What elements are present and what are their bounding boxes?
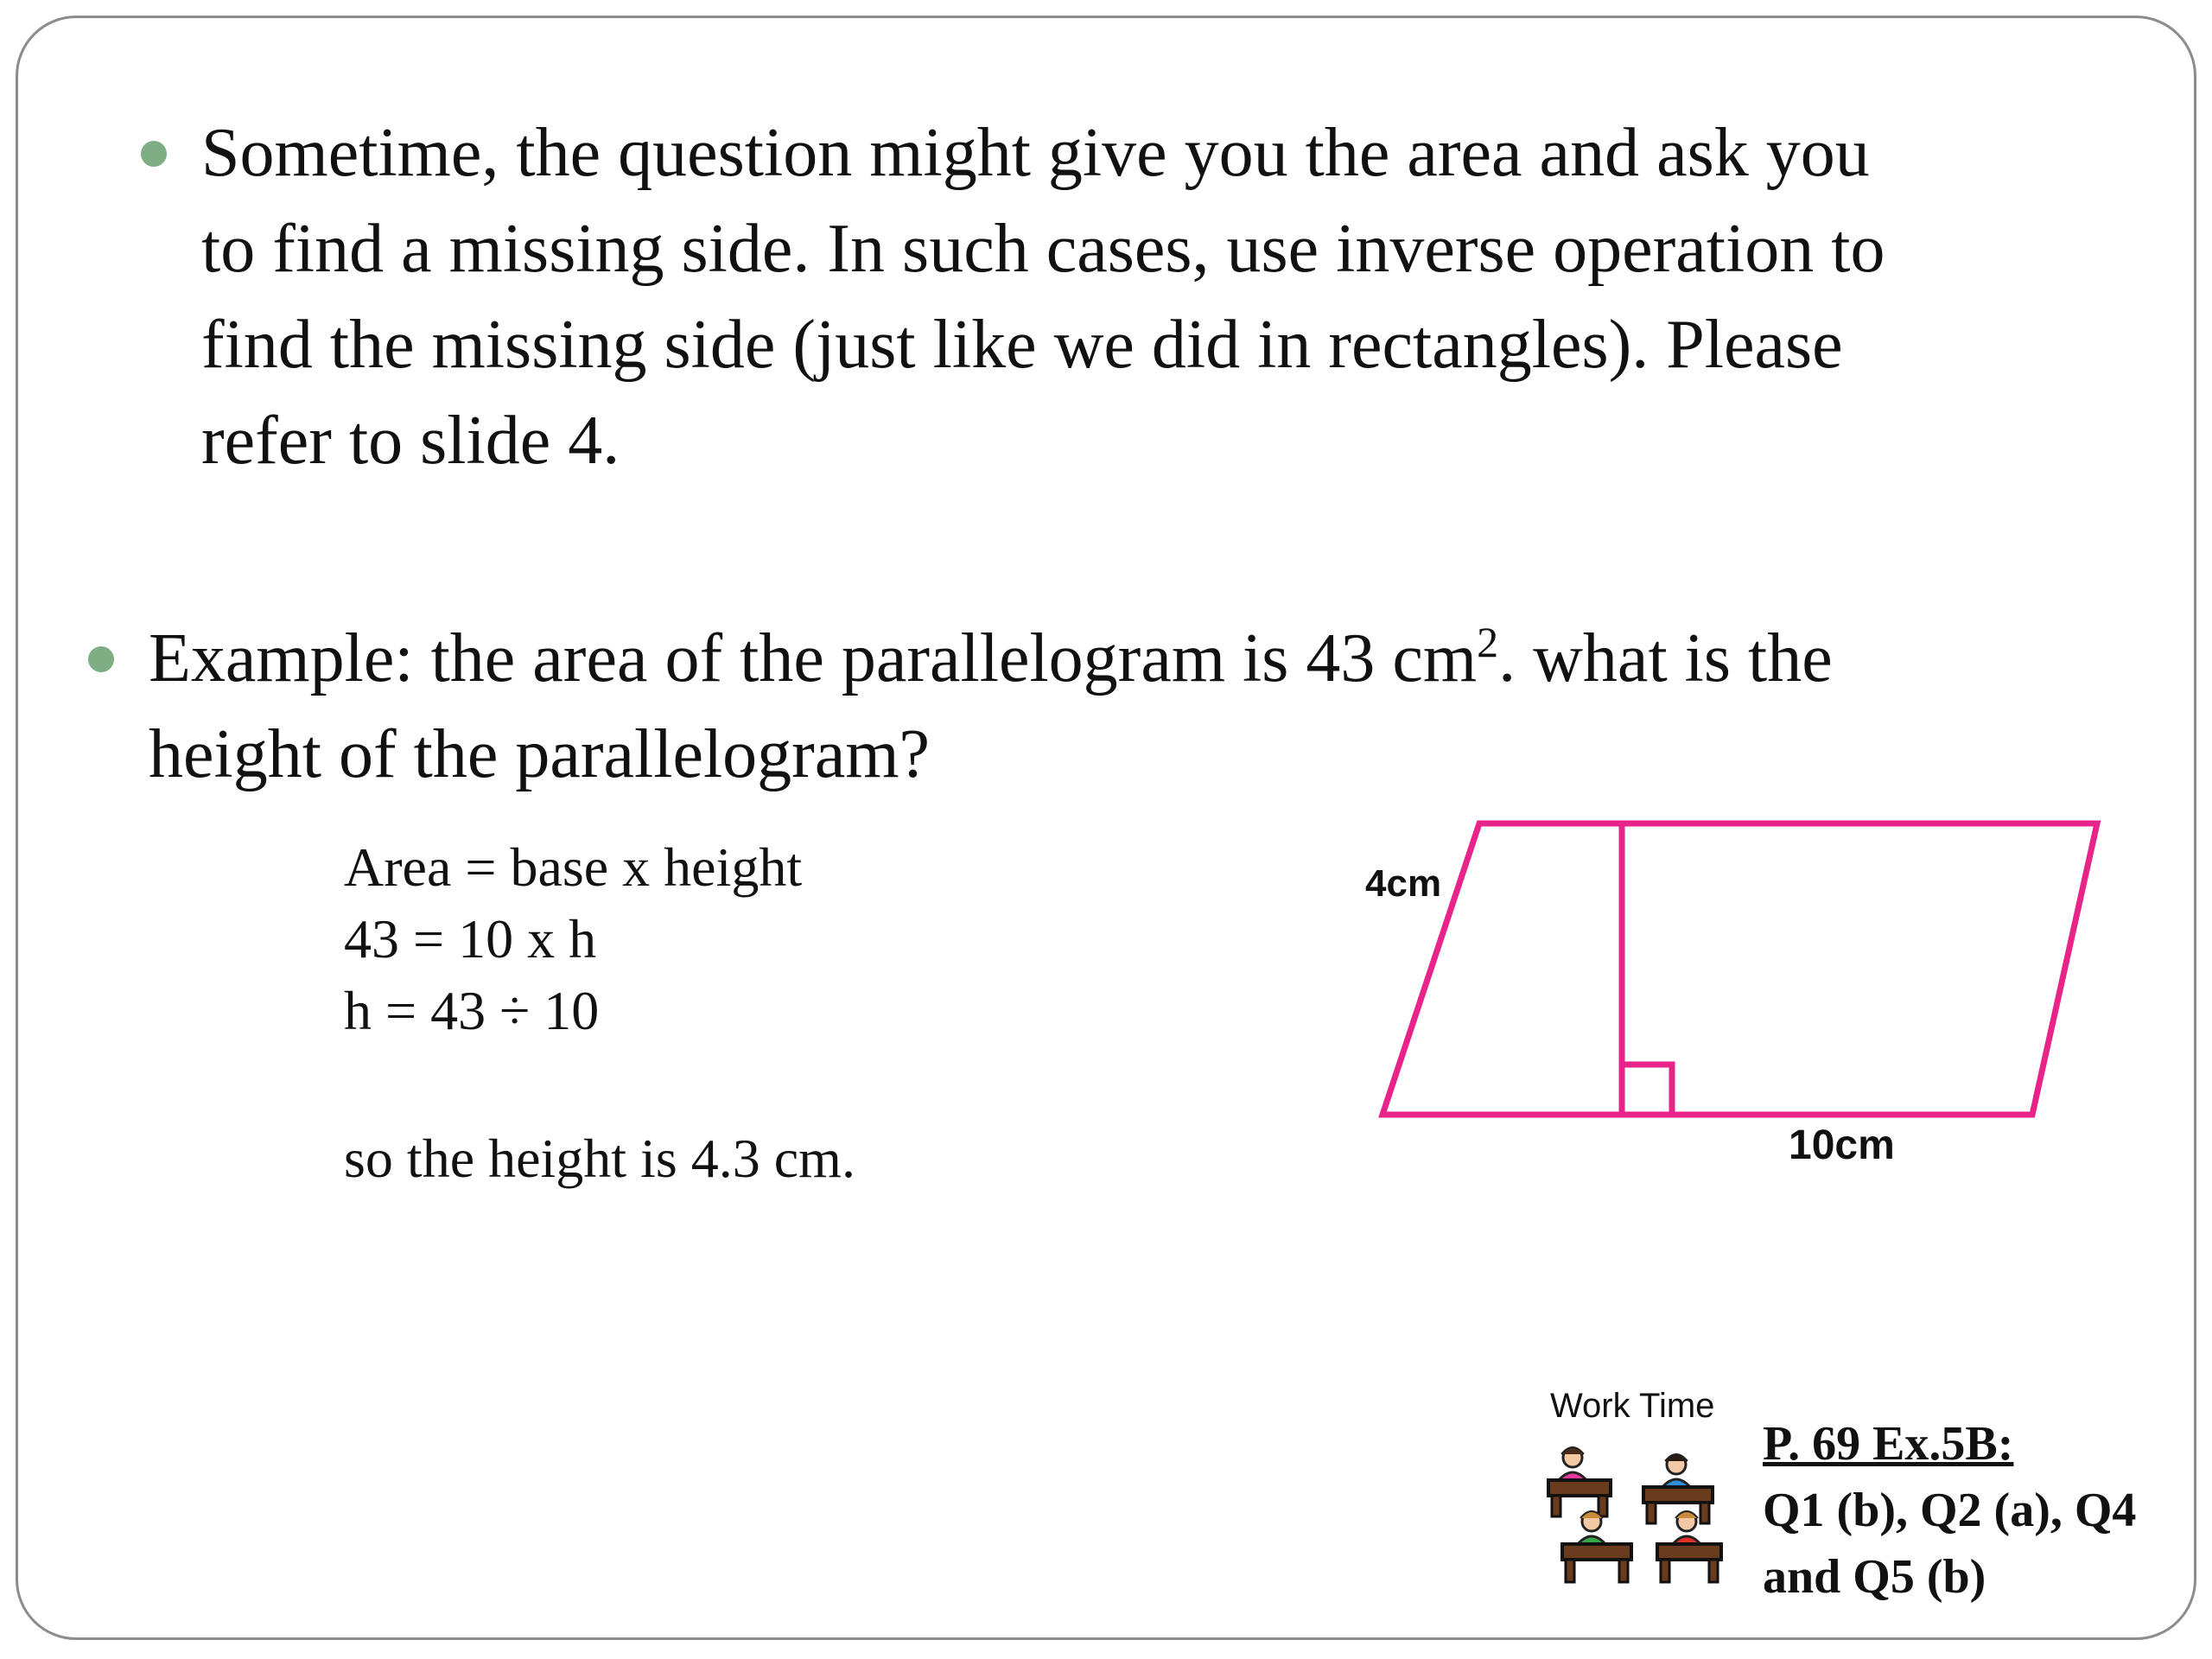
example-text: Example: the area of the parallelogram is 43 cm <box>149 620 1478 696</box>
right-angle-marker <box>1622 1065 1672 1115</box>
side-label: 4cm <box>1365 862 1442 905</box>
questions-line-2: and Q5 (b) <box>1763 1550 1986 1604</box>
inverse-operation-line: h = 43 ÷ 10 <box>344 980 600 1041</box>
student-desk-3 <box>1562 1511 1631 1582</box>
formula-line: Area = base x height <box>344 836 803 898</box>
bullet-1-line-1: Sometime, the question might give you the area and ask you <box>201 115 1870 191</box>
parallelogram-diagram <box>1357 804 2117 1201</box>
squared-exponent: 2 <box>1477 618 1499 666</box>
bullet-1-line-4: refer to slide 4. <box>201 403 620 479</box>
bullet-dot-1 <box>141 141 167 167</box>
base-label: 10cm <box>1789 1122 1895 1168</box>
student-desk-1 <box>1548 1447 1611 1516</box>
homework-assignment <box>1763 1411 2136 1611</box>
work-time-badge <box>1538 1387 1728 1620</box>
bullet-2-line-1 <box>149 611 1963 707</box>
bullet-1-line-3: find the missing side (just like we did in rectangles). Please <box>201 307 1843 383</box>
worked-solution <box>344 831 855 1194</box>
bullet-paragraph-2 <box>149 611 1963 803</box>
example-text-tail: . what is the <box>1498 620 1833 696</box>
spacer <box>344 1046 855 1122</box>
parallelogram-shape <box>1382 823 2097 1115</box>
work-time-label: Work Time <box>1550 1387 1715 1425</box>
bullet-dot-2 <box>88 646 114 672</box>
student-desk-2 <box>1643 1454 1713 1523</box>
students-at-desks-icon <box>1538 1439 1728 1620</box>
bullet-1-line-2: to find a missing side. In such cases, use inverse operation to <box>201 211 1885 287</box>
bullet-paragraph-1 <box>201 105 1999 489</box>
student-desk-4 <box>1657 1511 1721 1582</box>
bullet-2-line-2: height of the parallelogram? <box>149 716 931 792</box>
exercise-reference: P. 69 Ex.5B: <box>1763 1417 2014 1471</box>
conclusion-line: so the height is 4.3 cm. <box>344 1128 855 1189</box>
questions-line-1: Q1 (b), Q2 (a), Q4 <box>1763 1484 2137 1537</box>
substitution-line: 43 = 10 x h <box>344 908 597 969</box>
